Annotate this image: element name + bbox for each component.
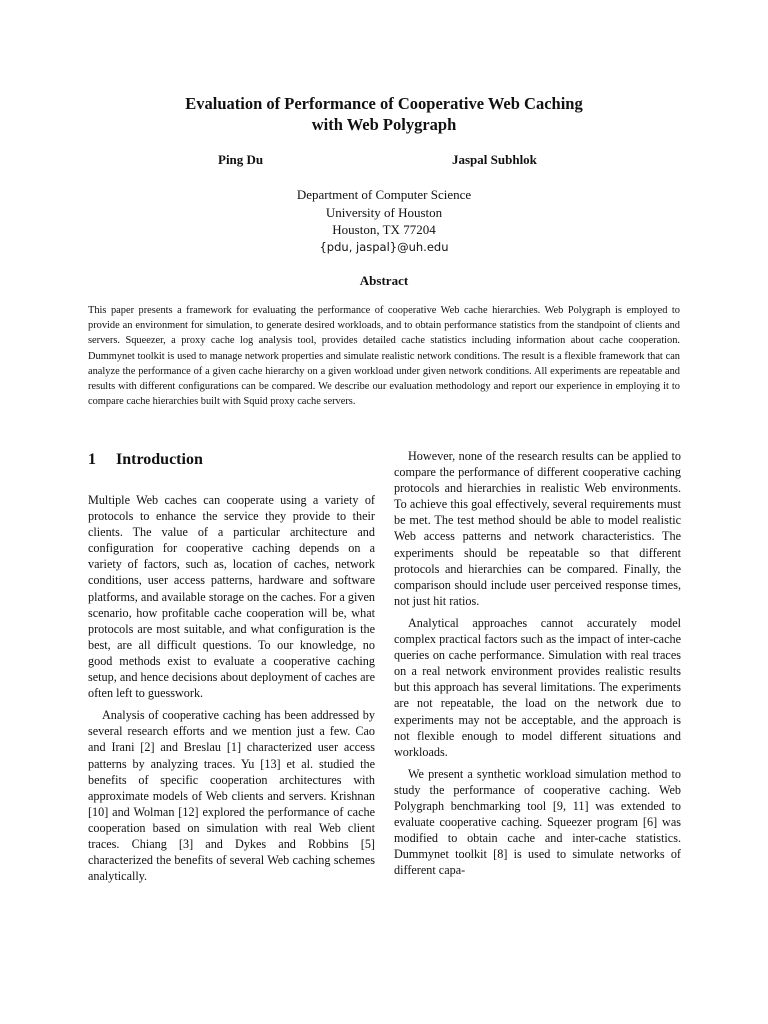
affiliation-department: Department of Computer Science xyxy=(296,187,472,202)
abstract-heading: Abstract xyxy=(359,273,409,288)
title-line-2: with Web Polygraph xyxy=(311,115,457,134)
intro-paragraph-4: Analytical approaches cannot accurately model complex practical factors such as the impact of inter-cache queries on cache performance. Simulation with real traces on a real network environment provides realistic results but this approach has several limitations. The experiments are not repeatable, the load on the network due to experiments may not be acceptable, and the approach is not flexible enough to model different situations and workloads. xyxy=(394,615,681,759)
affiliation-city: Houston, TX 77204 xyxy=(332,222,436,237)
intro-paragraph-3: However, none of the research results can be applied to compare the performance of different cooperative caching protocols and hierarchies in realistic Web environments. To achieve this goal effectively, several requirements must be met. The test method should be able to model realistic Web access patterns and network characteristics. The experiments should be repeatable so that different protocols and hierarchies can be compared. Finally, the comparison should include user perceived response times, not just hit ratios. xyxy=(394,449,681,608)
right-column xyxy=(394,448,681,884)
intro-paragraph-2: Analysis of cooperative caching has been addressed by several research efforts and we mention just a few. Cao and Irani [2] and Breslau [1] characterized user access patterns by analyzing traces. Yu [13] et al. studied the benefits of specific cooperation architectures with approximate models of Web clients and servers. Krishnan [10] and Wolman [12] explored the performance of cache cooperation based on simulation with real Web client traces. Chiang [3] and Dykes and Robbins [5] characterized the benefits of several Web caching schemes analytically. xyxy=(88,708,375,884)
author-2: Jaspal Subhlok xyxy=(452,152,537,167)
affiliation xyxy=(0,186,768,256)
section-heading-introduction xyxy=(88,448,375,472)
author-1: Ping Du xyxy=(218,152,264,167)
section-title: Introduction xyxy=(116,451,203,468)
paper-title xyxy=(0,93,768,135)
affiliation-university: University of Houston xyxy=(325,204,443,220)
left-column xyxy=(88,448,375,890)
title-line-1: Evaluation of Performance of Cooperative Web Caching xyxy=(185,94,583,113)
affiliation-email: {pdu, jaspal}@uh.edu xyxy=(319,239,449,254)
intro-paragraph-5: We present a synthetic workload simulation method to study the performance of cooperative caching. Web Polygraph benchmarking tool [9, 11] was extended to evaluate cooperative caching. Squeezer program [6] was modified to obtain cache and inter-cache statistics. Dummynet toolkit [8] is used to simulate networks of different capa- xyxy=(394,766,681,878)
abstract-text: This paper presents a framework for evaluating the performance of cooperative Web cache hierarchies. Web Polygraph is employed to provide an environment for simulation, to generate desired workloads, and to obtain performance statistics from the standpoint of clients and servers. Squeezer, a proxy cache log analysis tool, provides detailed cache statistics including information about cache cooperation. Dummynet toolkit is used to manage network properties and simulate realistic network conditions. The result is a flexible framework that can analyze the performance of a given cache hierarchy on a given workload under given network conditions. All experiments are repeatable and results with different configurations can be compared. We describe our evaluation methodology and report our experience in employing it to compare cache hierarchies built with Squid proxy cache servers. xyxy=(88,305,680,408)
section-number: 1 xyxy=(88,451,96,468)
intro-paragraph-1: Multiple Web caches can cooperate using a variety of protocols to enhance the service they provide to their clients. The value of a particular architecture and configuration for cooperative caching depends on a variety of factors, such as, location of caches, network conditions, user access patterns, hardware and software platforms, and available storage on the caches. For a given scenario, how profitable cache cooperation will be, what protocols are most suitable, and what configuration is the best, are all difficult questions. To our knowledge, no good methods exist to evaluate a cooperative caching setup, and hence decisions about deployment of caches are often left to guesswork. xyxy=(88,493,375,701)
